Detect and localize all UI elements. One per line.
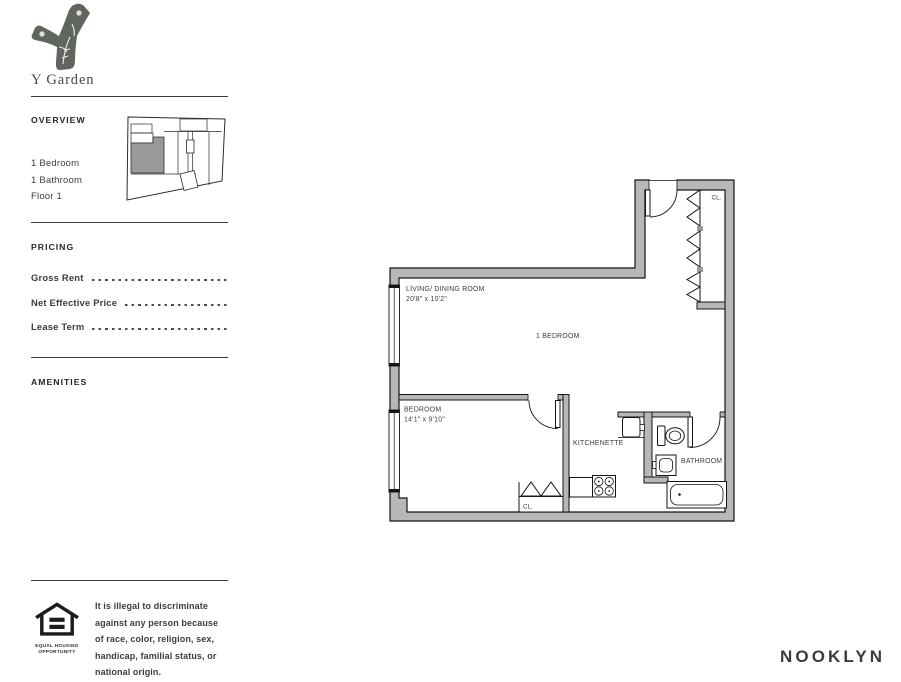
net-effective-price-label: Net Effective Price: [31, 296, 118, 308]
closet-label-bedroom: CL.: [523, 503, 534, 511]
divider: [31, 96, 228, 97]
disclaimer-line: against any person because: [95, 617, 219, 628]
room-label-living-dining: LIVING/ DINING ROOM: [406, 286, 485, 293]
fact-bedrooms: 1 Bedroom: [31, 158, 80, 169]
fact-bathrooms: 1 Bathroom: [31, 174, 83, 186]
discrimination-disclaimer: [95, 598, 235, 681]
amenities-heading: AMENITIES: [31, 377, 88, 387]
room-label-bedroom: BEDROOM: [404, 406, 442, 414]
nooklyn-logo: NOOKLYN: [780, 647, 886, 666]
bedroom-closet-bifold: [541, 482, 561, 496]
bathroom-jamb-stub: [720, 412, 725, 417]
bedroom-door: [529, 401, 560, 429]
eho-caption-line1: EQUAL HOUSING: [35, 643, 79, 648]
disclaimer-line: handicap, familial status, or: [95, 650, 217, 661]
bedroom-window: [389, 410, 400, 492]
room-label-bathroom: BATHROOM: [681, 458, 723, 465]
room-dims-bedroom: 14'1" x 9'10": [404, 416, 446, 424]
living-room-window: [389, 285, 400, 366]
kitchen-wall: [618, 412, 644, 417]
divider: [31, 580, 228, 581]
eho-caption-line2: OPPORTUNITY: [38, 649, 76, 655]
eho-caption: [22, 643, 92, 656]
disclaimer-line: of race, color, religion, sex,: [95, 634, 215, 644]
kitchen-counter: [570, 478, 593, 498]
stove: [593, 476, 616, 498]
brand-name: Y Garden: [31, 72, 95, 88]
pricing-heading: PRICING: [31, 242, 75, 252]
hall-closet-bifold-doors: [687, 190, 703, 302]
overview-heading: OVERVIEW: [31, 115, 86, 125]
disclaimer-line: It is illegal to discriminate: [95, 601, 208, 611]
dotted-leader: [92, 279, 227, 281]
exterior-walls: [390, 180, 734, 521]
room-label-kitchenette: KITCHENETTE: [573, 440, 624, 447]
bedroom-closet-bifold: [521, 482, 541, 496]
key-plan-core: [187, 140, 195, 153]
eho-walls: [42, 614, 72, 634]
toilet: [658, 426, 685, 446]
room-dims-living-dining: 20'8" x 10'2": [406, 296, 448, 303]
price-row-gross-rent: [31, 273, 228, 283]
unit-type-label: 1 BEDROOM: [536, 333, 580, 340]
kitchen-bath-wall: [644, 412, 652, 483]
bedroom-east-wall: [563, 395, 569, 513]
divider: [31, 357, 228, 358]
key-plan: [120, 110, 232, 205]
bathroom-sink: [653, 455, 677, 476]
gross-rent-label: Gross Rent: [31, 272, 84, 283]
eho-equals-bar: [49, 618, 64, 622]
kitchen-sink: [618, 418, 645, 438]
hall-closet-wall: [697, 302, 725, 309]
eho-equals-bar: [49, 625, 64, 629]
bathroom-north-wall: [652, 412, 690, 417]
dotted-leader: [125, 304, 227, 306]
entry-door: [646, 190, 678, 217]
divider: [31, 222, 228, 223]
fact-floor: Floor 1: [31, 191, 62, 203]
dotted-leader: [92, 328, 227, 330]
disclaimer-line: national origin.: [95, 667, 162, 677]
bath-wall-stub: [644, 477, 668, 483]
lease-term-label: Lease Term: [31, 321, 85, 332]
y-logo-silhouette: [32, 4, 90, 70]
price-row-net-effective-price: [31, 298, 228, 308]
unit-facts: [31, 156, 82, 206]
closet-label-hall: CL.: [711, 194, 722, 202]
bathroom-door: [688, 417, 720, 448]
equal-housing-icon: [34, 602, 80, 640]
bathtub: [667, 482, 727, 509]
y-garden-logo-mark: [26, 2, 98, 74]
floor-plan: [380, 168, 740, 528]
price-row-lease-term: [31, 322, 228, 332]
